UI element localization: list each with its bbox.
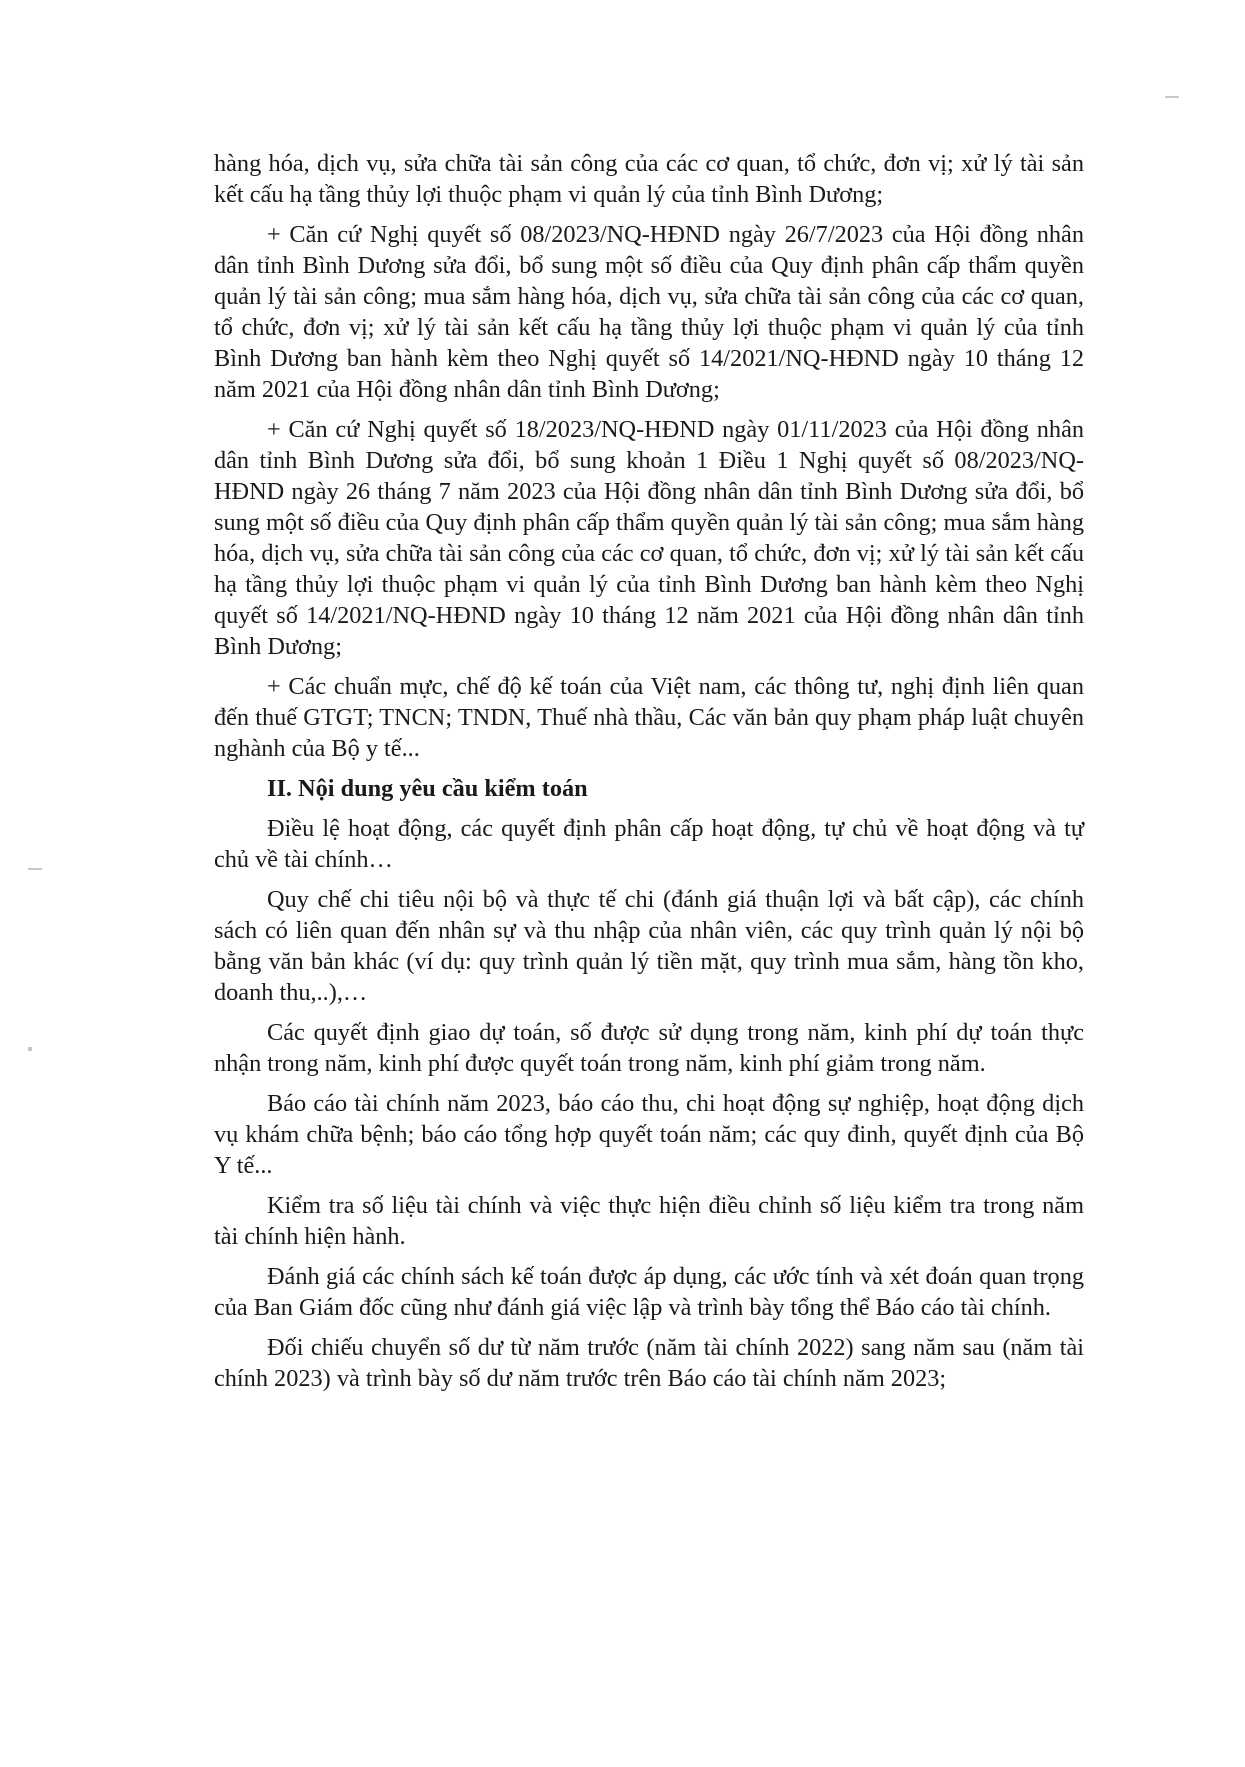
paragraph-resolution-18-2023: + Căn cứ Nghị quyết số 18/2023/NQ-HĐND ngày 01/11/2023 của Hội đồng nhân dân tỉnh Bình Dương sửa đổi, bổ sung khoản 1 Điều 1 Nghị quyết số 08/2023/NQ-HĐND ngày 26 tháng 7 năm 2023 của Hội đồng nhân dân tỉnh Bình Dương sửa đổi, bổ sung một số điều của Quy định phân cấp thẩm quyền quản lý tài sản công; mua sắm hàng hóa, dịch vụ, sửa chữa tài sản công của các cơ quan, tổ chức, đơn vị; xử lý tài sản kết cấu hạ tầng thủy lợi thuộc phạm vi quản lý của tỉnh Bình Dương ban hành kèm theo Nghị quyết số 14/2021/NQ-HĐND ngày 10 tháng 12 năm 2021 của Hội đồng nhân dân tỉnh Bình Dương; — [214, 416, 1084, 660]
paragraph-financial-report-2023: Báo cáo tài chính năm 2023, báo cáo thu, chi hoạt động sự nghiệp, hoạt động dịch vụ khám chữa bệnh; báo cáo tổng hợp quyết toán năm; các quy đinh, quyết định của Bộ Y tế... — [214, 1090, 1084, 1179]
scan-speck — [1165, 96, 1179, 98]
paragraph-accounting-policy-evaluation: Đánh giá các chính sách kế toán được áp dụng, các ước tính và xét đoán quan trọng của Ban Giám đốc cũng như đánh giá việc lập và trình bày tổng thể Báo cáo tài chính. — [214, 1263, 1084, 1321]
paragraph-internal-spending-rules: Quy chế chi tiêu nội bộ và thực tế chi (đánh giá thuận lợi và bất cập), các chính sách có liên quan đến nhân sự và thu nhập của nhân viên, các quy trình quản lý nội bộ bằng văn bản khác (ví dụ: quy trình quản lý tiền mặt, quy trình mua sắm, hàng tồn kho, doanh thu,..),… — [214, 886, 1084, 1006]
document-page — [214, 148, 1084, 1403]
scan-speck — [28, 868, 42, 870]
scan-speck — [28, 1047, 32, 1051]
paragraph-accounting-standards: + Các chuẩn mực, chế độ kế toán của Việt nam, các thông tư, nghị định liên quan đến thuế GTGT; TNCN; TNDN, Thuế nhà thầu, Các văn bản quy phạm pháp luật chuyên nghành của Bộ y tế... — [214, 673, 1084, 762]
paragraph-continuation: hàng hóa, dịch vụ, sửa chữa tài sản công của các cơ quan, tổ chức, đơn vị; xử lý tài sản kết cấu hạ tầng thủy lợi thuộc phạm vi quản lý của tỉnh Bình Dương; — [214, 150, 1084, 208]
paragraph-financial-data-check: Kiểm tra số liệu tài chính và việc thực hiện điều chỉnh số liệu kiểm tra trong năm tài chính hiện hành. — [214, 1192, 1084, 1250]
paragraph-resolution-08-2023: + Căn cứ Nghị quyết số 08/2023/NQ-HĐND ngày 26/7/2023 của Hội đồng nhân dân tỉnh Bình Dương sửa đổi, bổ sung một số điều của Quy định phân cấp thẩm quyền quản lý tài sản công; mua sắm hàng hóa, dịch vụ, sửa chữa tài sản công của các cơ quan, tổ chức, đơn vị; xử lý tài sản kết cấu hạ tầng thủy lợi thuộc phạm vi quản lý của tỉnh Bình Dương ban hành kèm theo Nghị quyết số 14/2021/NQ-HĐND ngày 10 tháng 12 năm 2021 của Hội đồng nhân dân tỉnh Bình Dương; — [214, 221, 1084, 403]
paragraph-balance-carryforward: Đối chiếu chuyển số dư từ năm trước (năm tài chính 2022) sang năm sau (năm tài chính 2023) và trình bày số dư năm trước trên Báo cáo tài chính năm 2023; — [214, 1334, 1084, 1392]
section-heading-audit-requirements: II. Nội dung yêu cầu kiểm toán — [267, 775, 588, 802]
paragraph-charter: Điều lệ hoạt động, các quyết định phân cấp hoạt động, tự chủ về hoạt động và tự chủ về tài chính… — [214, 815, 1084, 873]
paragraph-budget-decisions: Các quyết định giao dự toán, số được sử dụng trong năm, kinh phí dự toán thực nhận trong năm, kinh phí được quyết toán trong năm, kinh phí giảm trong năm. — [214, 1019, 1084, 1077]
